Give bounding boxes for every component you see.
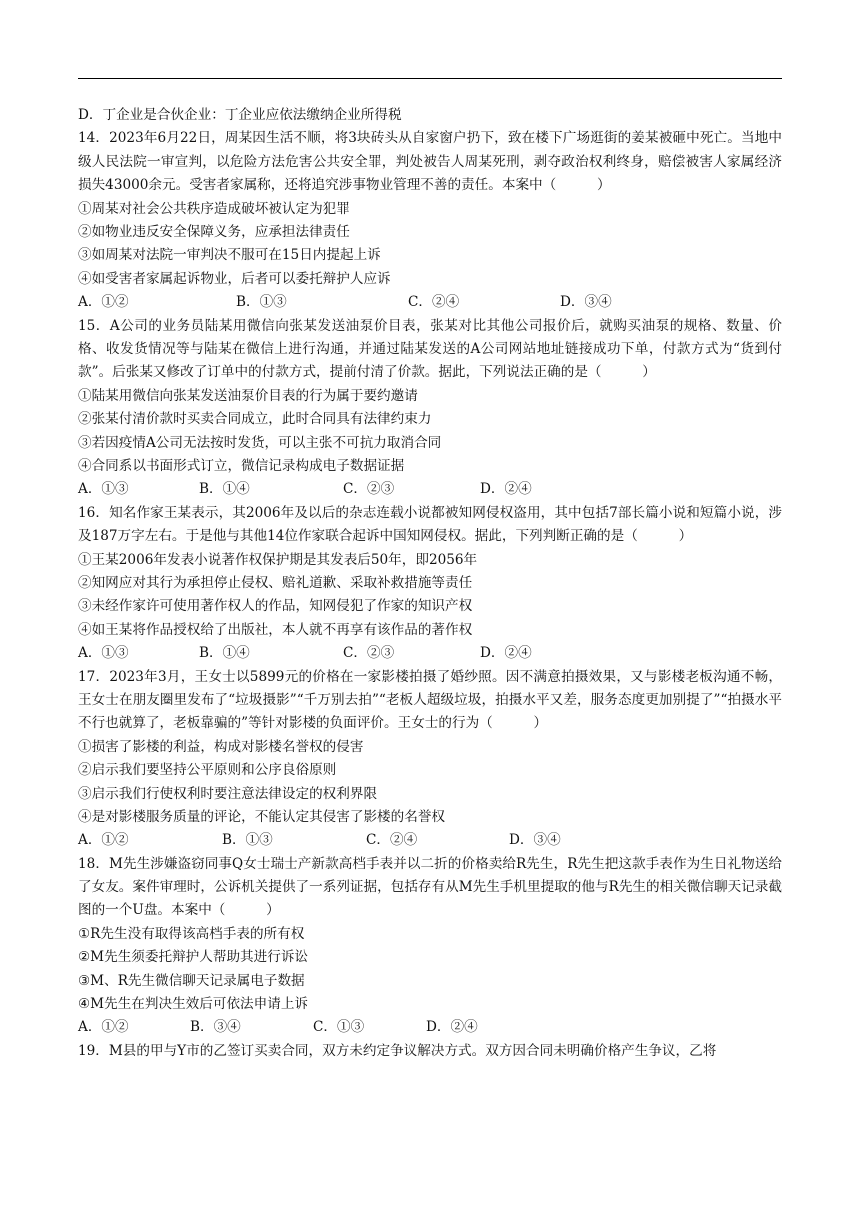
- q18-item-1: ①R先生没有取得该高档手表的所有权: [78, 925, 305, 942]
- q18-option-d: D．②④: [426, 1019, 478, 1036]
- q15-option-a: A．①③: [78, 481, 129, 498]
- q19-stem: 19．M县的甲与Y市的乙签订买卖合同，双方未约定争议解决方式。双方因合同未明确价格产生争议，乙将: [78, 1042, 717, 1059]
- q17-item-3: ③启示我们行使权利时要注意法律设定的权利界限: [78, 785, 378, 802]
- q15-item-2: ②张某付清价款时买卖合同成立，此时合同具有法律约束力: [78, 411, 432, 428]
- q14-item-4: ④如受害者家属起诉物业，后者可以委托辩护人应诉: [78, 270, 391, 287]
- q14-option-b: B．①③: [236, 294, 287, 311]
- q16-options: [78, 642, 782, 665]
- q17-item-2: ②启示我们要坚持公平原则和公序良俗原则: [78, 762, 337, 779]
- q17-option-a: A．①②: [78, 832, 129, 849]
- q16-item-3: ③未经作家许可使用著作权人的作品，知网侵犯了作家的知识产权: [78, 598, 473, 615]
- q15-options: [78, 478, 782, 501]
- q18-item-4: ④M先生在判决生效后可依法申请上诉: [78, 996, 309, 1013]
- q15-option-d: D．②④: [480, 481, 532, 498]
- page-content: [78, 104, 782, 1063]
- q18-item-3: ③M、R先生微信聊天记录属电子数据: [78, 972, 305, 989]
- q17-option-b: B．①③: [222, 832, 273, 849]
- q16-item-1: ①王某2006年发表小说著作权保护期是其发表后50年，即2056年: [78, 551, 478, 568]
- q14-item-1: ①周某对社会公共秩序造成破坏被认定为犯罪: [78, 200, 350, 217]
- q18-stem: 18．M先生涉嫌盗窃同事Q女士瑞士产新款高档手表并以二折的价格卖给R先生，R先生把这款手表作为生日礼物送给了女友。案件审理时，公诉机关提供了一系列证据，包括存有从M先生手机里提取的他与R先生的相关微信聊天记录截图的一个U盘。本案中（ ）: [78, 855, 782, 919]
- q15-option-c: C．②③: [343, 481, 395, 498]
- q14-options: [78, 291, 782, 314]
- q16-option-d: D．②④: [480, 645, 532, 662]
- q14-stem: 14．2023年6月22日，周某因生活不顺，将3块砖头从自家窗户扔下，致在楼下广场逛街的姜某被砸中死亡。当地中级人民法院一审宣判，以危险方法危害公共安全罪，判处被告人周某死刑，剥夺政治权利终身，赔偿被害人家属经济损失43000余元。受害者家属称，还将追究涉事物业管理不善的责任。本案中（ ）: [78, 130, 782, 194]
- q16-option-a: A．①③: [78, 645, 129, 662]
- q16-item-2: ②知网应对其行为承担停止侵权、赔礼道歉、采取补救措施等责任: [78, 574, 473, 591]
- q18-option-b: B．③④: [190, 1019, 241, 1036]
- q16-option-b: B．①④: [199, 645, 250, 662]
- q16-stem: 16．知名作家王某表示，其2006年及以后的杂志连载小说都被知网侵权盗用，其中包括7部长篇小说和短篇小说，涉及187万字左右。于是他与其他14位作家联合起诉中国知网侵权。据此，下列判断正确的是（ ）: [78, 504, 782, 545]
- q13-option-d: D．丁企业是合伙企业：丁企业应依法缴纳企业所得税: [78, 107, 402, 123]
- q14-item-3: ③如周某对法院一审判决不服可在15日内提起上诉: [78, 247, 381, 264]
- q14-item-2: ②如物业违反安全保障义务，应承担法律责任: [78, 224, 350, 240]
- header-rule: [78, 78, 782, 79]
- q15-item-3: ③若因疫情A公司无法按时发货，可以主张不可抗力取消合同: [78, 434, 442, 451]
- q14-option-c: C．②④: [408, 294, 460, 311]
- q18-option-c: C．①③: [313, 1019, 365, 1036]
- q14-option-a: A．①②: [78, 294, 129, 311]
- q18-options: [78, 1016, 782, 1039]
- q15-option-b: B．①④: [199, 481, 250, 498]
- q15-item-4: ④合同系以书面形式订立，微信记录构成电子数据证据: [78, 457, 405, 474]
- q16-option-c: C．②③: [343, 645, 395, 662]
- q17-item-4: ④是对影楼服务质量的评论，不能认定其侵害了影楼的名誉权: [78, 808, 446, 825]
- q17-stem: 17．2023年3月，王女士以5899元的价格在一家影楼拍摄了婚纱照。因不满意拍摄效果，又与影楼老板沟通不畅，王女士在朋友圈里发布了“垃圾摄影”“千万别去拍”“老板人超级垃圾，拍摄水平又差，服务态度更加别提了”“拍摄水平不行也就算了，老板靠骗的”等针对影楼的负面评价。王女士的行为（ ）: [78, 668, 782, 732]
- q17-option-d: D．③④: [509, 832, 561, 849]
- q17-item-1: ①损害了影楼的利益，构成对影楼名誉权的侵害: [78, 738, 364, 755]
- q14-option-d: D．③④: [560, 294, 612, 311]
- q18-item-2: ②M先生须委托辩护人帮助其进行诉讼: [78, 949, 309, 966]
- q17-options: [78, 829, 782, 852]
- q16-item-4: ④如王某将作品授权给了出版社，本人就不再享有该作品的著作权: [78, 621, 473, 638]
- q15-stem: 15．A公司的业务员陆某用微信向张某发送油泵价目表，张某对比其他公司报价后，就购买油泵的规格、数量、价格、收发货情况等与陆某在微信上进行沟通，并通过陆某发送的A公司网站地址链接成功下单，付款方式为“货到付款”。后张某又修改了订单中的付款方式，提前付清了价款。据此，下列说法正确的是（ ）: [78, 317, 782, 381]
- q15-item-1: ①陆某用微信向张某发送油泵价目表的行为属于要约邀请: [78, 387, 418, 404]
- q17-option-c: C．②④: [366, 832, 418, 849]
- q18-option-a: A．①②: [78, 1019, 129, 1036]
